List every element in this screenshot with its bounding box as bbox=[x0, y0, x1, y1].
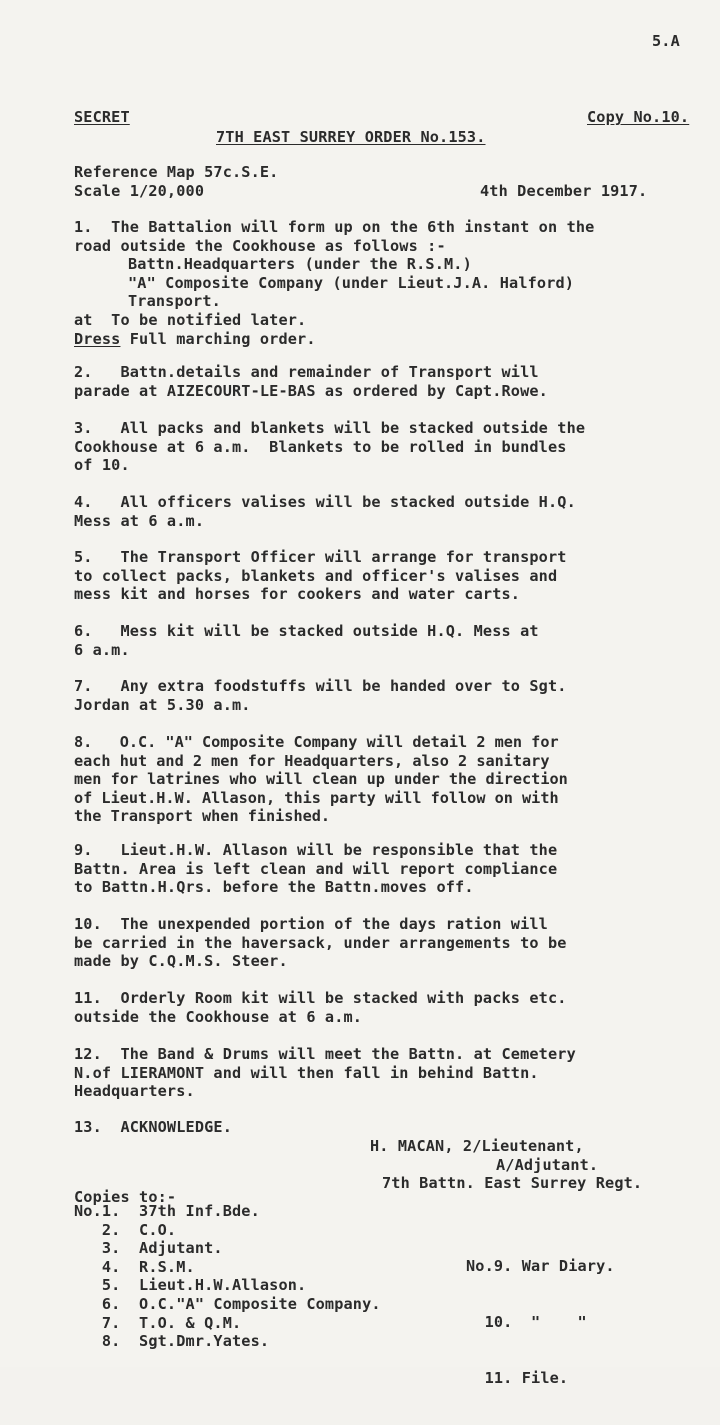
paragraph-line: Battn. Area is left clean and will report compliance bbox=[74, 859, 558, 878]
copy-recipient: 6. O.C."A" Composite Company. bbox=[74, 1294, 381, 1313]
paragraph-line: men for latrines who will clean up under the direction bbox=[74, 770, 568, 789]
paragraph-line: Headquarters. bbox=[74, 1082, 195, 1101]
signature-role: A/Adjutant. bbox=[496, 1156, 599, 1174]
paragraph-4 bbox=[74, 493, 704, 530]
paragraph-6 bbox=[74, 622, 704, 659]
paragraph-line: 9. Lieut.H.W. Allason will be responsible that the bbox=[74, 841, 558, 859]
paragraph-line: made by C.Q.M.S. Steer. bbox=[74, 952, 288, 971]
copy-recipient: 5. Lieut.H.W.Allason. bbox=[74, 1276, 307, 1295]
dress-label: Dress bbox=[74, 329, 121, 348]
paragraph-line: each hut and 2 men for Headquarters, also 2 sanitary bbox=[74, 751, 550, 770]
paragraph-line: 3. All packs and blankets will be stacked outside the bbox=[74, 419, 586, 437]
paragraph-7 bbox=[74, 677, 704, 714]
signature-name: H. MACAN, 2/Lieutenant, bbox=[370, 1137, 584, 1155]
copy-number: Copy No.10. bbox=[587, 108, 690, 126]
formation-item: "A" Composite Company (under Lieut.J.A. Halford) bbox=[128, 273, 575, 292]
paragraph-line: to Battn.H.Qrs. before the Battn.moves off. bbox=[74, 878, 474, 897]
copy-recipient: 2. C.O. bbox=[74, 1220, 177, 1239]
paragraph-line: 6 a.m. bbox=[74, 640, 130, 659]
classification-label: SECRET bbox=[74, 108, 130, 126]
order-date: 4th December 1917. bbox=[480, 182, 648, 200]
copy-recipient: 7. T.O. & Q.M. bbox=[74, 1313, 242, 1332]
signature-unit: 7th Battn. East Surrey Regt. bbox=[382, 1174, 643, 1192]
paragraph-9 bbox=[74, 841, 704, 897]
acknowledge-line: 13. ACKNOWLEDGE. bbox=[74, 1118, 232, 1136]
paragraph-line: 2. Battn.details and remainder of Transport will bbox=[74, 363, 539, 381]
copy-recipient: 3. Adjutant. bbox=[74, 1239, 223, 1258]
copy-recipient: 4. R.S.M. bbox=[74, 1257, 195, 1276]
paragraph-line: 5. The Transport Officer will arrange for transport bbox=[74, 548, 567, 566]
paragraph-line: of 10. bbox=[74, 456, 130, 475]
paragraph-line: Cookhouse at 6 a.m. Blankets to be rolled in bundles bbox=[74, 437, 567, 456]
paragraph-line: 4. All officers valises will be stacked outside H.Q. bbox=[74, 493, 576, 511]
paragraph-line: N.of LIERAMONT and will then fall in behind Battn. bbox=[74, 1063, 539, 1082]
paragraph-11 bbox=[74, 989, 704, 1026]
paragraph-line: to collect packs, blankets and officer's valises and bbox=[74, 566, 558, 585]
paragraph-8 bbox=[74, 733, 704, 826]
paragraph-line: mess kit and horses for cookers and water carts. bbox=[74, 585, 521, 604]
dress-line bbox=[74, 330, 704, 349]
formation-item: Battn.Headquarters (under the R.S.M.) bbox=[128, 255, 472, 274]
copy-recipient: 10. " " bbox=[466, 1312, 587, 1331]
paragraph-2 bbox=[74, 363, 704, 400]
paragraph-5 bbox=[74, 548, 704, 604]
formation-item: Transport. bbox=[128, 292, 221, 311]
reference-map: Reference Map 57c.S.E. bbox=[74, 163, 279, 181]
order-title: 7TH EAST SURREY ORDER No.153. bbox=[216, 128, 486, 146]
reference-scale: Scale 1/20,000 bbox=[74, 182, 205, 200]
paragraph-line: 6. Mess kit will be stacked outside H.Q. Mess at bbox=[74, 622, 539, 640]
paragraph-line: 8. O.C. "A" Composite Company will detail 2 men for bbox=[74, 733, 559, 751]
copies-list-right bbox=[466, 1220, 615, 1425]
paragraph-line: 7. Any extra foodstuffs will be handed over to Sgt. bbox=[74, 677, 567, 695]
copy-recipient: 8. Sgt.Dmr.Yates. bbox=[74, 1332, 270, 1351]
paragraph-line: the Transport when finished. bbox=[74, 807, 331, 826]
paragraph-1 bbox=[74, 218, 704, 348]
paragraph-line: 1. The Battalion will form up on the 6th instant on the bbox=[74, 218, 595, 236]
paragraph-line: 12. The Band & Drums will meet the Battn. at Cemetery bbox=[74, 1045, 576, 1063]
copies-list-left bbox=[74, 1202, 494, 1351]
copies-heading: Copies to:- bbox=[74, 1188, 177, 1206]
paragraph-line: outside the Cookhouse at 6 a.m. bbox=[74, 1007, 363, 1026]
paragraph-line: Mess at 6 a.m. bbox=[74, 511, 205, 530]
paragraph-line: be carried in the haversack, under arrangements to be bbox=[74, 933, 567, 952]
paragraph-12 bbox=[74, 1045, 704, 1101]
paragraph-line: parade at AIZECOURT-LE-BAS as ordered by Capt.Rowe. bbox=[74, 381, 548, 400]
copy-recipient: No.1. 37th Inf.Bde. bbox=[74, 1202, 260, 1220]
paragraph-line: road outside the Cookhouse as follows :- bbox=[74, 236, 446, 255]
copy-recipient: No.9. War Diary. bbox=[466, 1257, 615, 1276]
paragraph-3 bbox=[74, 419, 704, 475]
paragraph-line: 10. The unexpended portion of the days ration will bbox=[74, 915, 548, 933]
paragraph-line: at To be notified later. bbox=[74, 310, 307, 329]
page-number: 5.A bbox=[652, 32, 680, 50]
dress-value: Full marching order. bbox=[120, 329, 316, 348]
paragraph-line: of Lieut.H.W. Allason, this party will follow on with bbox=[74, 788, 559, 807]
paragraph-line: 11. Orderly Room kit will be stacked with packs etc. bbox=[74, 989, 567, 1007]
paragraph-line: Jordan at 5.30 a.m. bbox=[74, 695, 251, 714]
paragraph-10 bbox=[74, 915, 704, 971]
copy-recipient: 11. File. bbox=[466, 1368, 569, 1387]
